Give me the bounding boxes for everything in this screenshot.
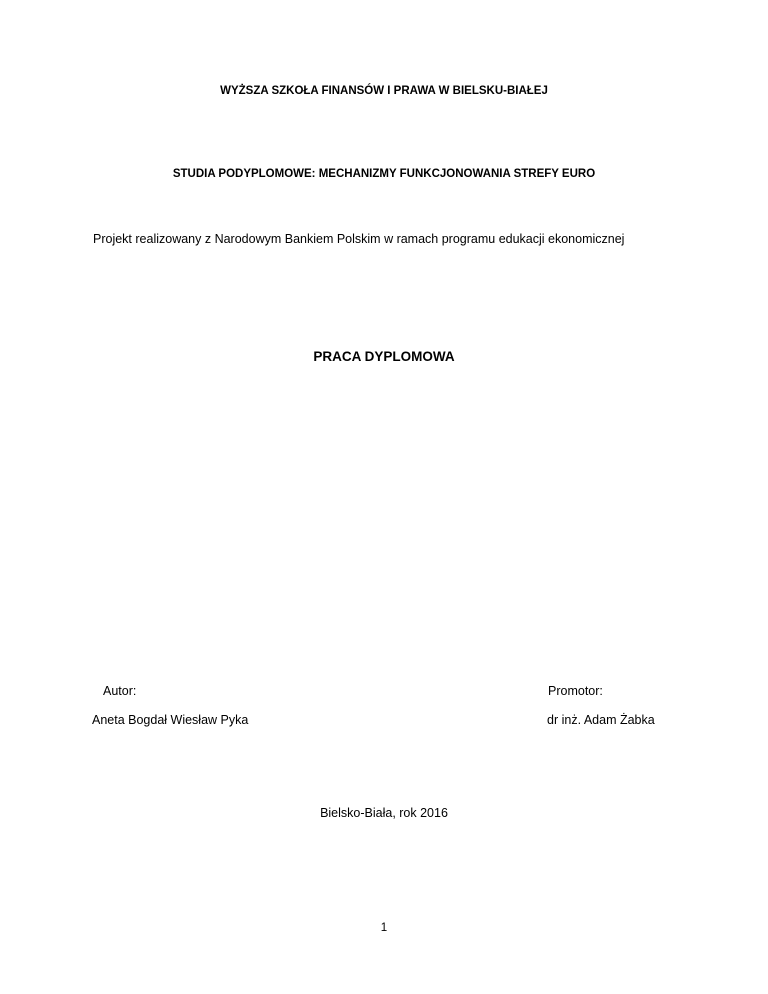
supervisor-label: Promotor:: [548, 684, 603, 698]
thesis-title: PRACA DYPLOMOWA: [313, 349, 455, 364]
supervisor-name: dr inż. Adam Żabka: [547, 713, 655, 727]
page-number: 1: [380, 922, 388, 934]
author-label: Autor:: [103, 684, 137, 698]
place-and-year: Bielsko-Biała, rok 2016: [320, 806, 448, 820]
author-names: Aneta Bogdał Wiesław Pyka: [92, 713, 249, 727]
program-heading: STUDIA PODYPLOMOWE: MECHANIZMY FUNKCJONOWANIA STREFY EURO: [172, 168, 596, 180]
institution-heading: WYŻSZA SZKOŁA FINANSÓW I PRAWA W BIELSKU-BIAŁEJ: [220, 85, 548, 97]
project-note: Projekt realizowany z Narodowym Bankiem Polskim w ramach programu edukacji ekonomicznej: [93, 232, 625, 246]
